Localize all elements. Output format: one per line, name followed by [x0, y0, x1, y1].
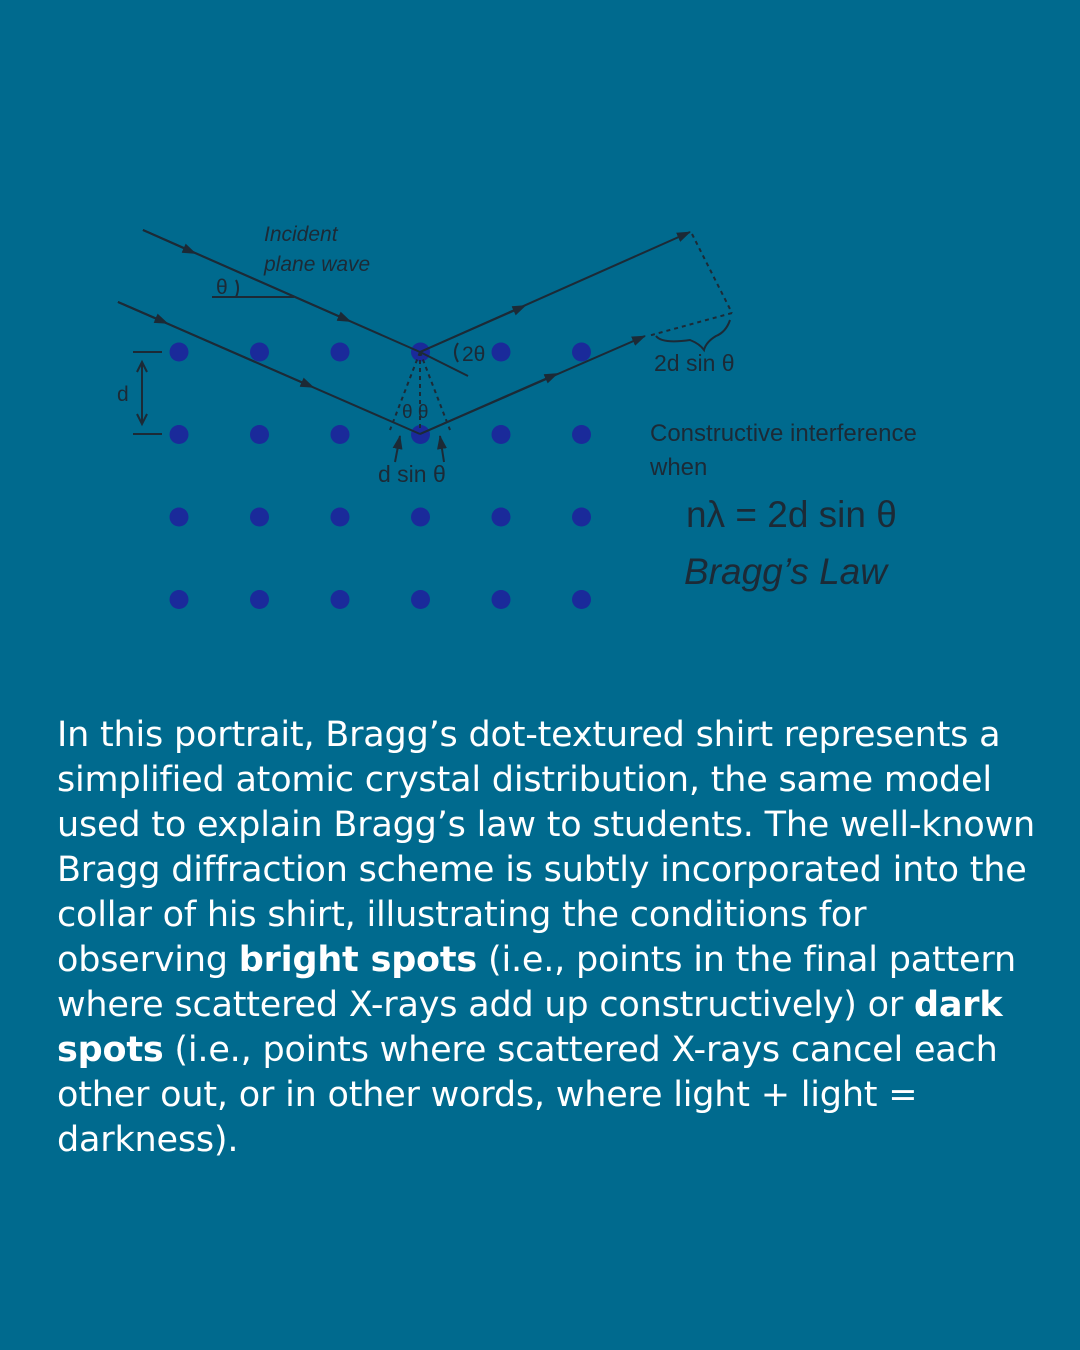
constructive-label-2: when: [650, 454, 708, 481]
atom-dot: [250, 508, 269, 527]
atom-dot: [170, 425, 189, 444]
theta-pair-label: θ θ: [402, 402, 429, 423]
caption-bold-dark-spots: dark spots: [57, 985, 1003, 1070]
atom-dot: [492, 590, 511, 609]
path-difference-label: 2d sin θ: [654, 350, 735, 376]
caption-text-3: (i.e., points where scattered X-rays cancel each other out, or in other words, where light + light = darkness).: [57, 1030, 998, 1160]
atom-dot: [250, 425, 269, 444]
bragg-equation: nλ = 2d sin θ: [686, 494, 897, 535]
atom-dot: [492, 343, 511, 362]
constructive-label-1: Constructive interference: [650, 420, 917, 447]
caption-paragraph: [57, 713, 1047, 1163]
atom-dot: [411, 508, 430, 527]
atom-dot: [250, 590, 269, 609]
atom-dot: [331, 425, 350, 444]
theta-label: θ: [216, 276, 228, 299]
caption-text-1: In this portrait, Bragg’s dot-textured shirt represents a simplified atomic crystal distribution, the same model used to explain Bragg’s law to students. The well-known Bragg diffraction scheme is subtly incorporated into the collar of his shirt, illustrating the conditions for observing: [57, 715, 1035, 980]
d-label: d: [117, 383, 129, 406]
two-theta-label: 2θ: [462, 343, 486, 366]
atom-dot: [170, 590, 189, 609]
atom-dot: [250, 343, 269, 362]
atom-dot: [572, 425, 591, 444]
bragg-law-title: Bragg’s Law: [684, 551, 887, 592]
atom-dot: [331, 508, 350, 527]
incident-label-2: plane wave: [264, 253, 371, 276]
atom-dot: [572, 343, 591, 362]
dsin-label: d sin θ: [378, 461, 446, 487]
atom-dot: [331, 590, 350, 609]
caption-text-2: (i.e., points in the final pattern where scattered X-rays add up constructively) or: [57, 940, 1016, 1025]
atom-dot: [170, 508, 189, 527]
atom-dot: [572, 508, 591, 527]
atom-dot: [170, 343, 189, 362]
incident-label-1: Incident: [264, 223, 338, 246]
atom-dot: [492, 508, 511, 527]
atom-dot: [572, 590, 591, 609]
caption-bold-bright-spots: bright spots: [238, 940, 478, 980]
atom-dot: [411, 590, 430, 609]
atom-dot: [331, 343, 350, 362]
atom-dot: [492, 425, 511, 444]
